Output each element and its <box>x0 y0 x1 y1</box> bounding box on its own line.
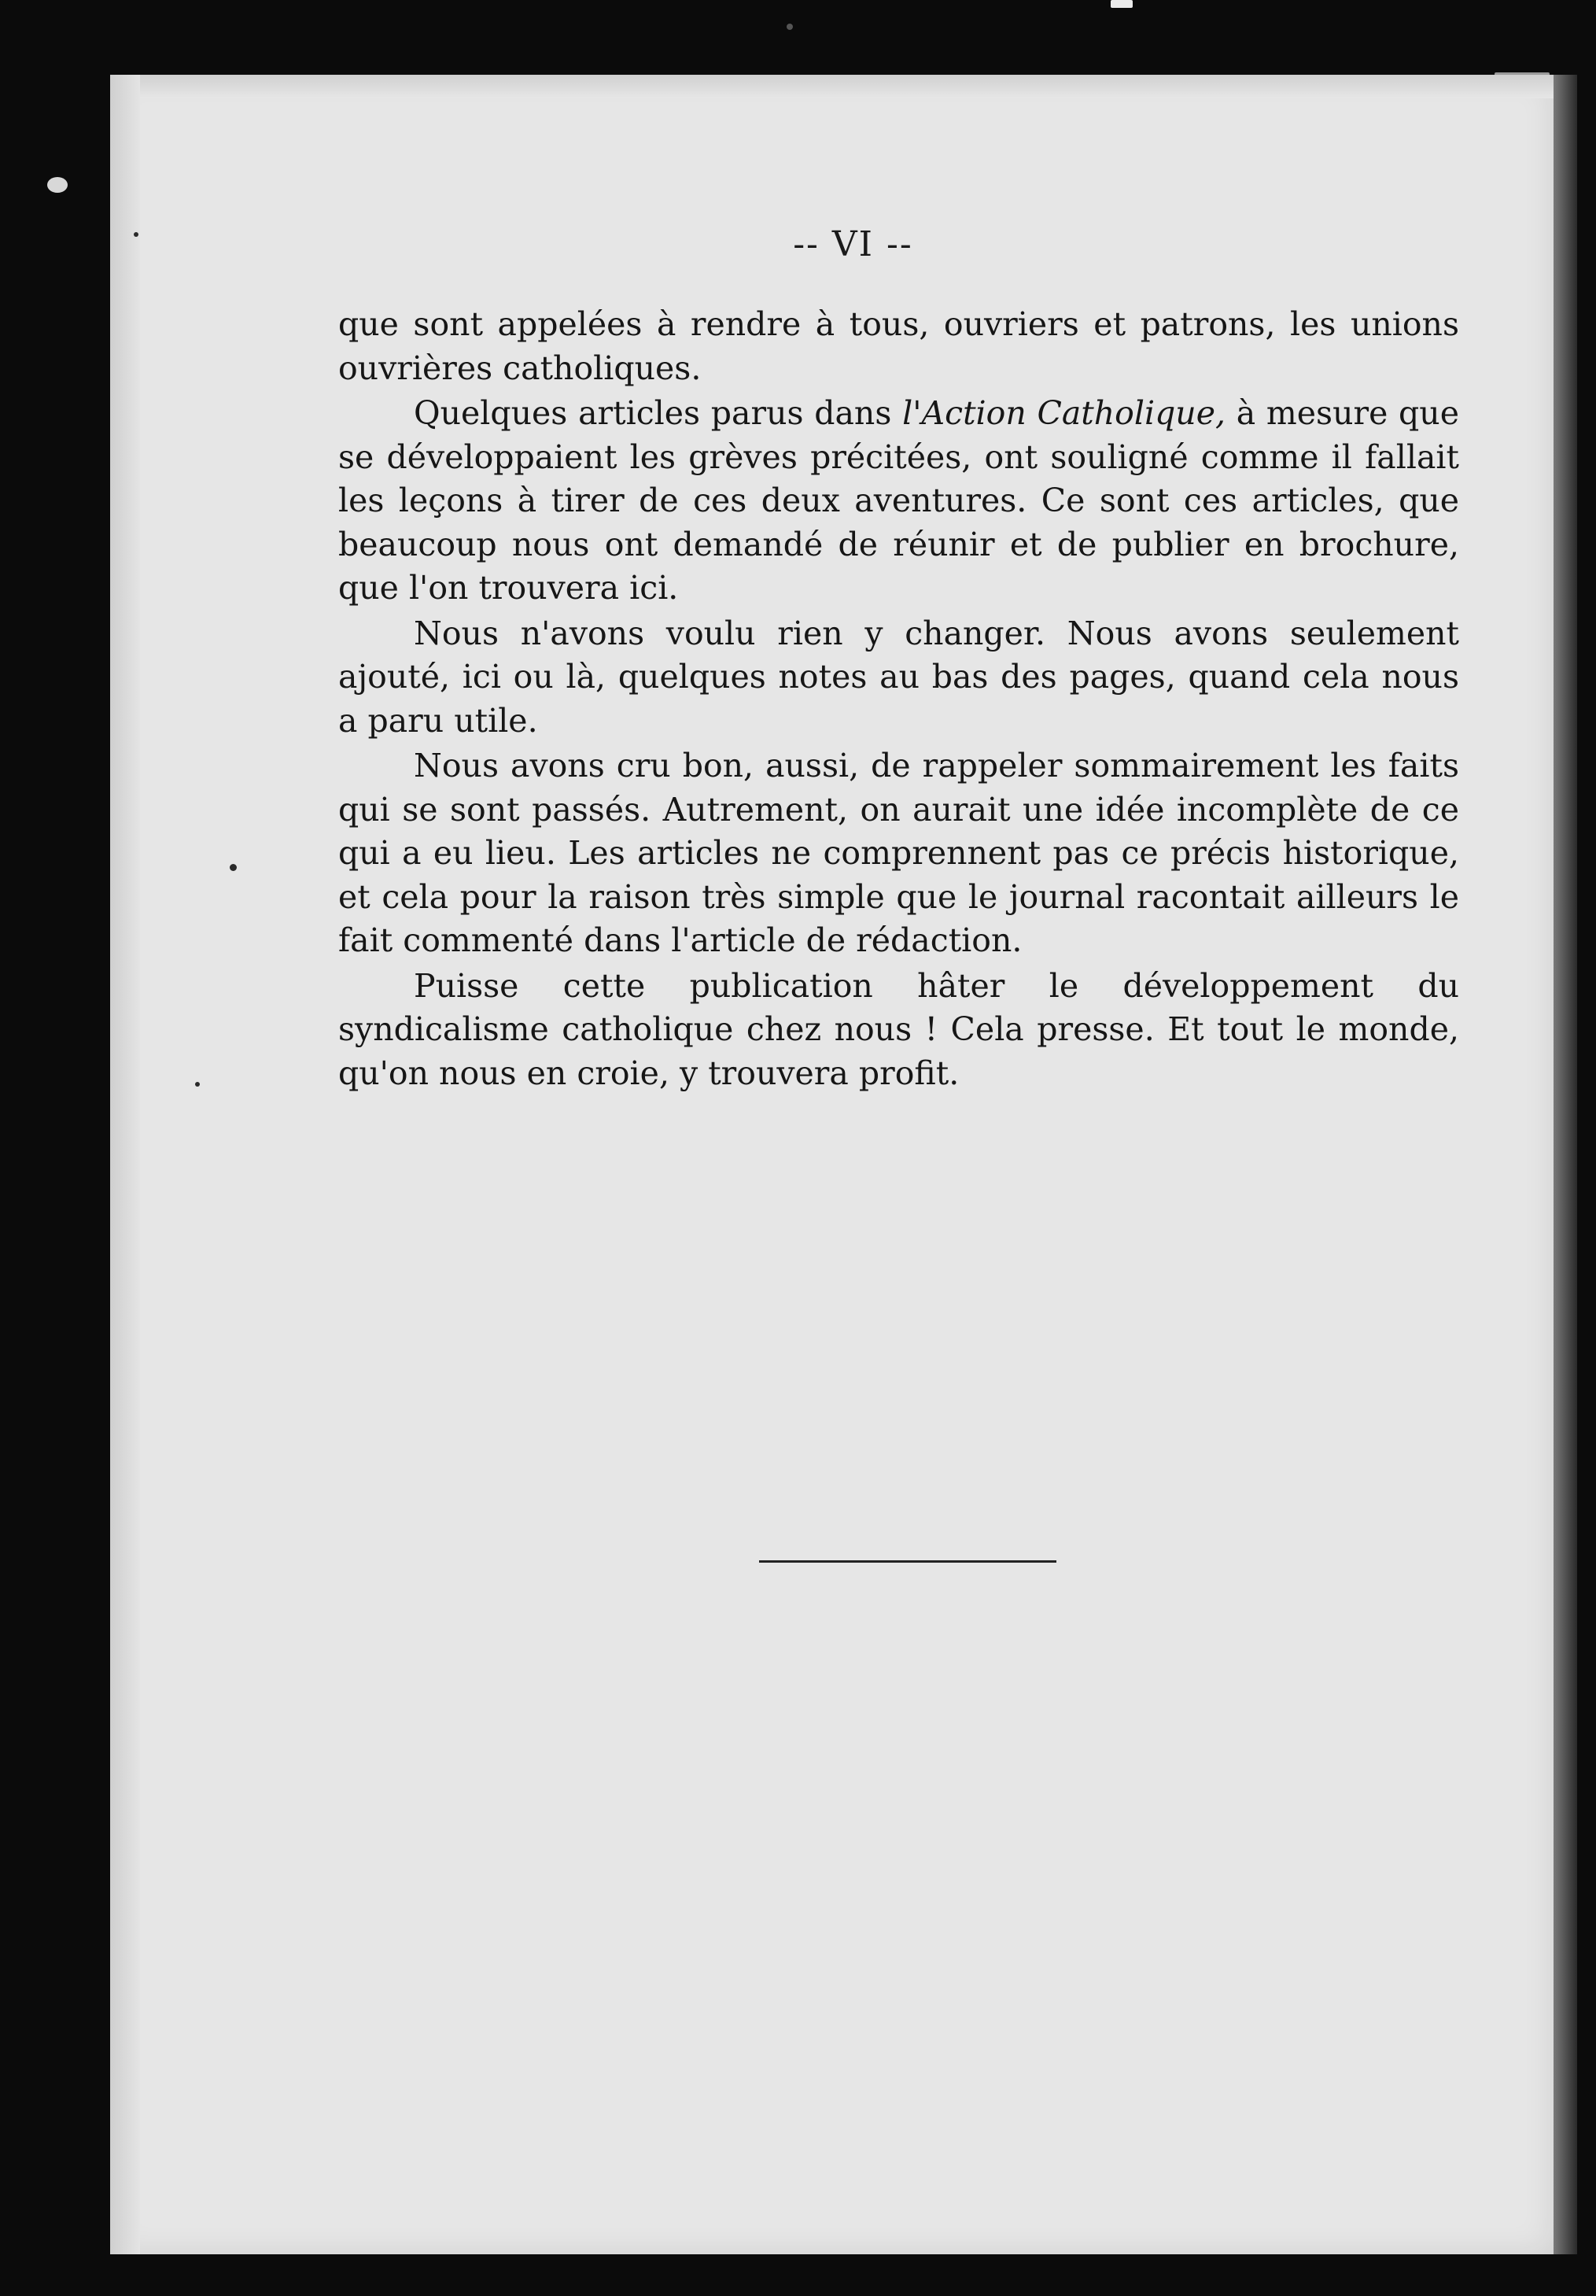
page-speck <box>195 1082 200 1087</box>
page-number: -- VI -- <box>793 224 913 264</box>
paragraph-4: Nous avons cru bon, aussi, de rappeler sommairement les faits qui se sont passés. Autrement, on aurait une idée incomplète de ce qui a eu lieu. Les articles ne comprennent pas ce précis historique, et cela pour la raison très simple que le journal racontait ailleurs le fait commenté dans l'article de rédaction. <box>338 747 1459 959</box>
body-text <box>338 303 1459 1097</box>
scan-speck <box>47 177 68 193</box>
section-divider <box>759 1560 1056 1563</box>
paragraph-3: Nous n'avons voulu rien y changer. Nous avons seulement ajouté, ici ou là, quelques notes au bas des pages, quand cela nous a paru utile. <box>338 614 1459 740</box>
paragraph-5: Puisse cette publication hâter le développement du syndicalisme catholique chez nous ! Cela presse. Et tout le monde, qu'on nous en croie, y trouvera profit. <box>338 966 1459 1092</box>
paragraph-2-rest: à mesure que se développaient les grèves précitées, ont souligné comme il fallait les leçons à tirer de ces deux aventures. Ce sont ces articles, que beaucoup nous ont demandé de réunir et de publier en brochure, que l'on trouvera ici. <box>338 394 1459 607</box>
journal-title: l'Action Catholique, <box>902 394 1226 432</box>
scan-artifact-top-right <box>1111 0 1133 8</box>
paragraph-2-lead: Quelques articles parus dans <box>414 394 903 432</box>
page-edge-right <box>1554 75 1577 2254</box>
page-edge-left <box>110 75 140 2254</box>
paragraph-2 <box>338 392 1459 611</box>
page-edge-top <box>110 75 1554 98</box>
page-speck <box>230 864 237 871</box>
scan-speck <box>787 24 793 30</box>
paragraph-1: que sont appelées à rendre à tous, ouvriers et patrons, les unions ouvrières catholiques. <box>338 305 1459 387</box>
